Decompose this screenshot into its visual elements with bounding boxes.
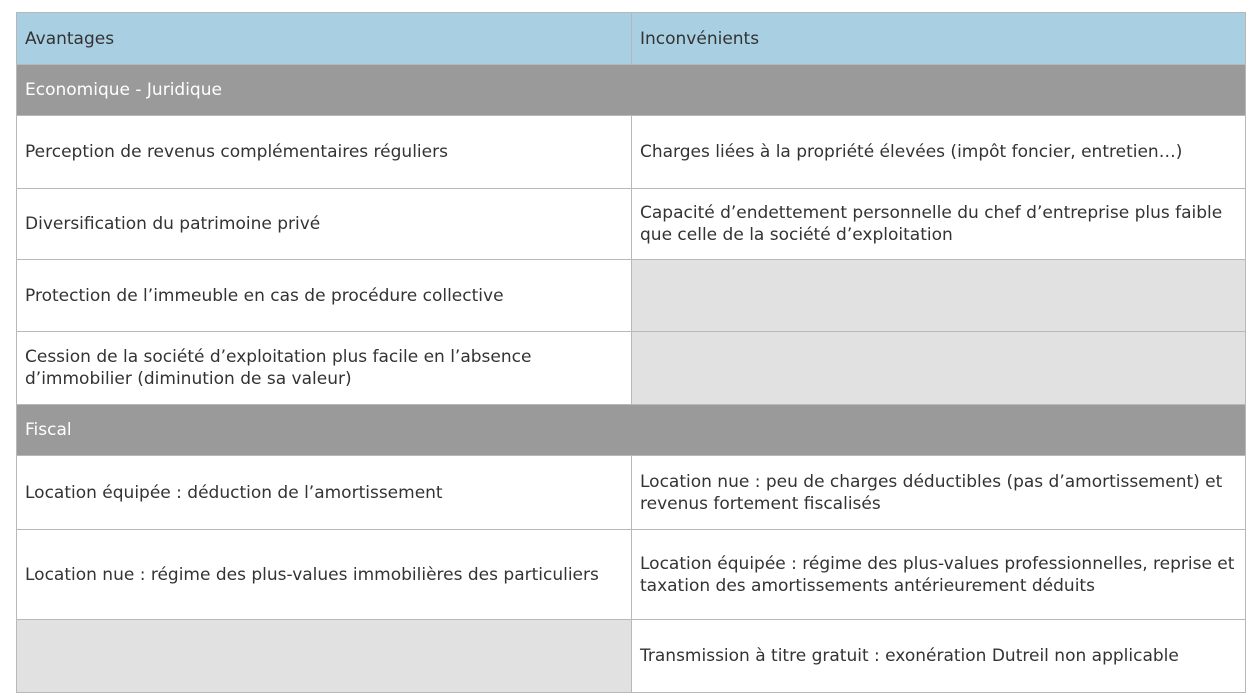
empty-cell	[632, 332, 1246, 405]
table-header-row	[17, 13, 1246, 65]
column-header-advantages: Avantages	[17, 13, 632, 65]
table-row	[17, 620, 1246, 693]
table-row	[17, 456, 1246, 530]
table-row	[17, 530, 1246, 620]
table-row	[17, 332, 1246, 405]
disadvantage-cell: Location équipée : régime des plus-values professionnelles, reprise et taxation des amortissements antérieurement déduits	[632, 530, 1246, 620]
disadvantage-cell: Charges liées à la propriété élevées (impôt foncier, entretien…)	[632, 116, 1246, 189]
section-title-fiscal: Fiscal	[17, 405, 1246, 456]
disadvantage-cell: Transmission à titre gratuit : exonération Dutreil non applicable	[632, 620, 1246, 693]
advantage-cell: Cession de la société d’exploitation plus facile en l’absence d’immobilier (diminution de sa valeur)	[17, 332, 632, 405]
empty-cell	[17, 620, 632, 693]
advantage-cell: Perception de revenus complémentaires réguliers	[17, 116, 632, 189]
table-row	[17, 260, 1246, 332]
advantage-cell: Protection de l’immeuble en cas de procédure collective	[17, 260, 632, 332]
advantage-cell: Location équipée : déduction de l’amortissement	[17, 456, 632, 530]
table-row	[17, 116, 1246, 189]
section-row	[17, 65, 1246, 116]
pros-cons-table	[16, 12, 1246, 693]
table-row	[17, 189, 1246, 260]
advantage-cell: Diversification du patrimoine privé	[17, 189, 632, 260]
column-header-disadvantages: Inconvénients	[632, 13, 1246, 65]
empty-cell	[632, 260, 1246, 332]
disadvantage-cell: Capacité d’endettement personnelle du chef d’entreprise plus faible que celle de la société d’exploitation	[632, 189, 1246, 260]
disadvantage-cell: Location nue : peu de charges déductibles (pas d’amortissement) et revenus fortement fiscalisés	[632, 456, 1246, 530]
section-row	[17, 405, 1246, 456]
advantage-cell: Location nue : régime des plus-values immobilières des particuliers	[17, 530, 632, 620]
section-title-economic-legal: Economique - Juridique	[17, 65, 1246, 116]
